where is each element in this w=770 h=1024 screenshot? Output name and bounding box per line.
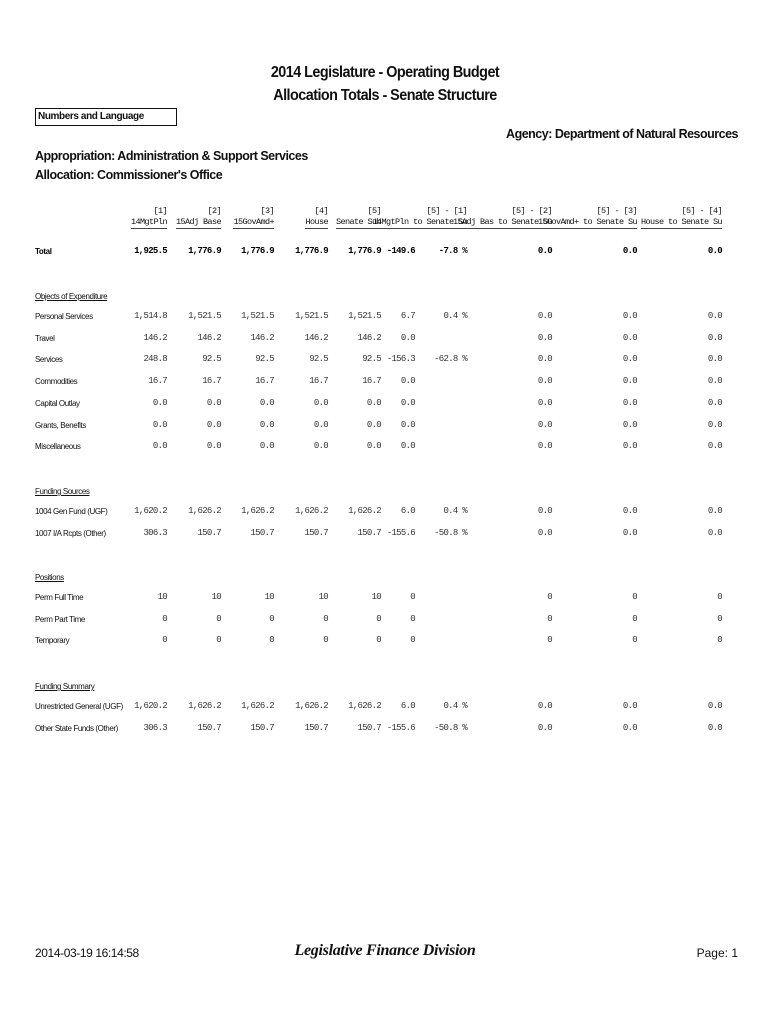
row-label: Perm Part Time	[35, 615, 85, 624]
cell-value: 0.0	[537, 376, 552, 386]
row-label: Other State Funds (Other)	[35, 724, 118, 733]
cell-value: 92.5	[202, 354, 221, 364]
cell-value: 1,626.2	[295, 701, 328, 711]
row-label: 1004 Gen Fund (UGF)	[35, 507, 108, 516]
cell-value: 10	[211, 592, 221, 602]
cell-value: 150.7	[304, 723, 328, 733]
cell-value: 0.0	[707, 398, 722, 408]
row-label: 1007 I/A Rcpts (Other)	[35, 529, 106, 538]
cell-value: 0	[547, 635, 552, 645]
cell-value: 0.0	[400, 441, 415, 451]
cell-value: 0.0	[400, 398, 415, 408]
column-number: [5] - [3]	[596, 206, 637, 216]
column-name: Senate Sub	[335, 217, 381, 227]
cell-value: 0	[717, 635, 722, 645]
appropriation-label: Appropriation: Administration & Support Services	[35, 149, 308, 163]
cell-value: 150.7	[250, 723, 274, 733]
row-label: Commodities	[35, 377, 78, 386]
cell-value: 0	[410, 635, 415, 645]
cell-value: 1,521.5	[348, 311, 381, 321]
cell-value: 0.0	[707, 420, 722, 430]
print-timestamp: 2014-03-19 16:14:58	[35, 946, 139, 960]
column-name: 15GovAmd+	[233, 217, 274, 227]
numbers-language-box: Numbers and Language	[35, 108, 177, 126]
column-name: 14MgtPln	[130, 217, 167, 227]
cell-value: 6.7	[400, 311, 415, 321]
cell-value: 248.8	[143, 354, 167, 364]
cell-value: 1,626.2	[188, 506, 221, 516]
cell-value: 0.0	[259, 398, 274, 408]
cell-percent: 0.4 %	[443, 311, 467, 321]
cell-value: 0.0	[707, 701, 722, 711]
cell-value: 0	[269, 614, 274, 624]
cell-value: 16.7	[148, 376, 167, 386]
row-label: Travel	[35, 334, 55, 343]
cell-value: 0.0	[707, 376, 722, 386]
cell-value: 0.0	[259, 441, 274, 451]
row-label: Total	[35, 247, 52, 256]
cell-value: 10	[371, 592, 381, 602]
cell-value: 0.0	[366, 420, 381, 430]
cell-value: 16.7	[362, 376, 381, 386]
cell-value: 0.0	[537, 333, 552, 343]
cell-value: 1,521.5	[188, 311, 221, 321]
column-number: [5]	[367, 206, 381, 216]
cell-value: 1,626.2	[348, 701, 381, 711]
cell-value: 146.2	[357, 333, 381, 343]
row-label: Grants, Benefits	[35, 421, 86, 430]
row-label: Perm Full Time	[35, 593, 84, 602]
cell-value: 150.7	[357, 723, 381, 733]
cell-value: 1,521.5	[295, 311, 328, 321]
cell-value: 0.0	[537, 441, 552, 451]
cell-percent: 0.4 %	[443, 701, 467, 711]
cell-value: 0.0	[206, 420, 221, 430]
cell-value: 146.2	[197, 333, 221, 343]
cell-value: 0	[717, 614, 722, 624]
cell-value: 0.0	[366, 441, 381, 451]
section-title: Funding Sources	[35, 487, 90, 496]
cell-value: 0	[410, 614, 415, 624]
cell-value: 0	[717, 592, 722, 602]
cell-value: 0.0	[622, 398, 637, 408]
cell-value: 0.0	[707, 311, 722, 321]
cell-value: 150.7	[250, 528, 274, 538]
cell-value: 0.0	[259, 420, 274, 430]
allocation-label: Allocation: Commissioner's Office	[35, 168, 223, 182]
column-header	[233, 206, 274, 229]
column-header	[641, 206, 722, 229]
cell-value: 0.0	[537, 246, 552, 256]
column-name: 15GovAmd+ to Senate Su	[537, 217, 637, 227]
cell-value: 1,776.9	[348, 246, 381, 256]
cell-value: 0.0	[537, 701, 552, 711]
cell-value: 0.0	[537, 528, 552, 538]
column-number: [5] - [2]	[511, 206, 552, 216]
cell-value: 0.0	[707, 528, 722, 538]
cell-value: 0.0	[707, 441, 722, 451]
cell-value: 10	[157, 592, 167, 602]
column-name: 15Adj Bas to Senate Su	[452, 217, 552, 227]
cell-value: 16.7	[202, 376, 221, 386]
cell-percent: -7.8 %	[438, 246, 467, 256]
cell-value: 1,776.9	[295, 246, 328, 256]
cell-value: 0.0	[622, 311, 637, 321]
cell-value: 0	[269, 635, 274, 645]
cell-value: -155.6	[386, 528, 415, 538]
cell-value: 0.0	[622, 528, 637, 538]
agency-label: Agency: Department of Natural Resources	[506, 127, 738, 141]
column-header	[305, 206, 328, 229]
cell-value: 0.0	[622, 701, 637, 711]
cell-value: 0.0	[622, 354, 637, 364]
cell-value: 0.0	[622, 376, 637, 386]
cell-value: 1,521.5	[241, 311, 274, 321]
cell-value: 1,626.2	[188, 701, 221, 711]
cell-value: 0	[410, 592, 415, 602]
column-number: [2]	[207, 206, 221, 216]
cell-value: 0.0	[707, 354, 722, 364]
cell-percent: -50.8 %	[434, 528, 467, 538]
cell-value: 0.0	[366, 398, 381, 408]
cell-value: 0.0	[313, 441, 328, 451]
row-label: Services	[35, 355, 63, 364]
column-name: House	[305, 217, 328, 227]
cell-value: 1,620.2	[134, 506, 167, 516]
cell-value: 146.2	[250, 333, 274, 343]
column-header	[131, 206, 167, 229]
cell-value: 0.0	[537, 398, 552, 408]
cell-value: 6.0	[400, 506, 415, 516]
column-name: 14MgtPln to Senate Su	[372, 217, 467, 227]
column-number: [1]	[153, 206, 167, 216]
cell-value: 0.0	[400, 376, 415, 386]
row-label: Capital Outlay	[35, 399, 80, 408]
cell-value: 16.7	[255, 376, 274, 386]
cell-value: 0.0	[537, 723, 552, 733]
section-title: Funding Summary	[35, 682, 95, 691]
cell-value: 0	[632, 592, 637, 602]
cell-value: 0	[216, 635, 221, 645]
cell-value: 0.0	[400, 333, 415, 343]
cell-value: 16.7	[309, 376, 328, 386]
column-number: [4]	[314, 206, 328, 216]
cell-value: 92.5	[255, 354, 274, 364]
section-title: Objects of Expenditure	[35, 292, 108, 301]
cell-percent: -50.8 %	[434, 723, 467, 733]
cell-value: 0.0	[400, 420, 415, 430]
section-title: Positions	[35, 573, 64, 582]
cell-value: 306.3	[143, 528, 167, 538]
cell-percent: 0.4 %	[443, 506, 467, 516]
cell-value: 150.7	[197, 528, 221, 538]
row-label: Unrestricted General (UGF)	[35, 702, 123, 711]
cell-value: 0	[547, 592, 552, 602]
cell-value: 150.7	[304, 528, 328, 538]
cell-value: -149.6	[386, 246, 415, 256]
cell-value: 1,626.2	[241, 701, 274, 711]
cell-value: 0.0	[622, 246, 637, 256]
cell-value: 0.0	[622, 723, 637, 733]
cell-value: 1,626.2	[241, 506, 274, 516]
cell-value: 1,776.9	[188, 246, 221, 256]
cell-value: 1,626.2	[295, 506, 328, 516]
column-header	[538, 206, 637, 229]
cell-value: 0.0	[537, 506, 552, 516]
cell-value: 1,925.5	[134, 246, 167, 256]
cell-value: 0	[323, 614, 328, 624]
cell-value: 306.3	[143, 723, 167, 733]
cell-value: 0.0	[707, 333, 722, 343]
cell-value: 0	[216, 614, 221, 624]
cell-value: 0.0	[707, 506, 722, 516]
cell-value: 0.0	[622, 441, 637, 451]
division-signature: Legislative Finance Division	[294, 942, 476, 959]
column-name: House to Senate Su	[640, 217, 722, 227]
cell-value: 0.0	[206, 398, 221, 408]
row-label: Miscellaneous	[35, 442, 81, 451]
cell-value: 0	[162, 635, 167, 645]
cell-value: 0.0	[622, 420, 637, 430]
cell-value: 0.0	[206, 441, 221, 451]
cell-value: 0.0	[537, 354, 552, 364]
cell-value: -156.3	[386, 354, 415, 364]
row-label: Temporary	[35, 636, 70, 645]
cell-value: 92.5	[362, 354, 381, 364]
report-subtitle: Allocation Totals - Senate Structure	[273, 87, 497, 104]
cell-value: 0.0	[707, 723, 722, 733]
cell-value: 1,776.9	[241, 246, 274, 256]
cell-percent: -62.8 %	[434, 354, 467, 364]
cell-value: 10	[318, 592, 328, 602]
cell-value: 6.0	[400, 701, 415, 711]
row-label: Personal Services	[35, 312, 93, 321]
column-number: [5] - [1]	[426, 206, 467, 216]
cell-value: 1,626.2	[348, 506, 381, 516]
cell-value: 0	[376, 614, 381, 624]
cell-value: 150.7	[357, 528, 381, 538]
cell-value: 10	[264, 592, 274, 602]
cell-value: 0.0	[152, 420, 167, 430]
cell-value: 1,620.2	[134, 701, 167, 711]
cell-value: 0.0	[152, 441, 167, 451]
cell-value: 0	[323, 635, 328, 645]
cell-value: 150.7	[197, 723, 221, 733]
cell-value: 0	[162, 614, 167, 624]
column-number: [5] - [4]	[681, 206, 722, 216]
cell-value: 0.0	[622, 506, 637, 516]
cell-value: 0	[632, 635, 637, 645]
page-number: Page: 1	[696, 946, 738, 960]
cell-value: 1,514.8	[134, 311, 167, 321]
column-header	[176, 206, 221, 229]
cell-value: 0.0	[622, 333, 637, 343]
cell-value: 0.0	[707, 246, 722, 256]
cell-value: 0.0	[313, 398, 328, 408]
cell-value: 0	[632, 614, 637, 624]
cell-value: 92.5	[309, 354, 328, 364]
cell-value: 0.0	[313, 420, 328, 430]
cell-value: 146.2	[304, 333, 328, 343]
cell-value: 146.2	[143, 333, 167, 343]
column-number: [3]	[260, 206, 274, 216]
report-title: 2014 Legislature - Operating Budget	[270, 64, 500, 81]
cell-value: 0	[547, 614, 552, 624]
cell-value: 0.0	[537, 311, 552, 321]
cell-value: 0.0	[152, 398, 167, 408]
cell-value: 0.0	[537, 420, 552, 430]
column-name: 15Adj Base	[175, 217, 221, 227]
cell-value: 0	[376, 635, 381, 645]
cell-value: -155.6	[386, 723, 415, 733]
